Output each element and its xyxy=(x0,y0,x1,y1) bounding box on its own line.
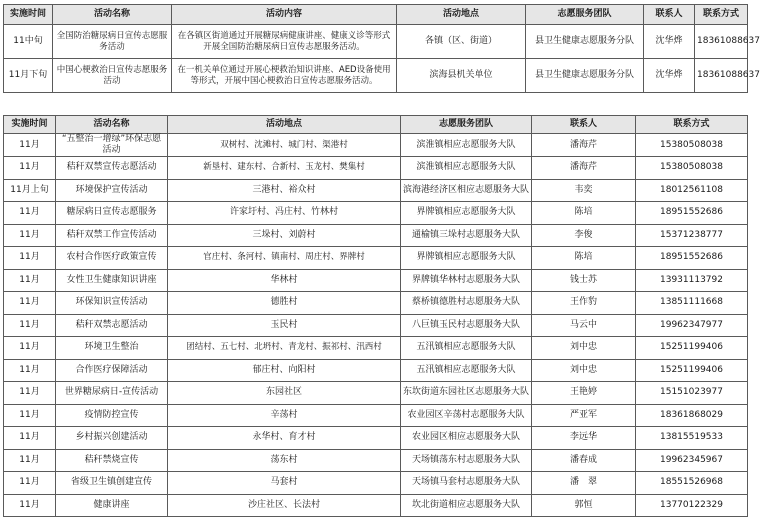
table-cell: 11月 xyxy=(4,269,56,292)
table-cell: 官庄村、条河村、镇南村、周庄村、界牌村 xyxy=(168,247,401,270)
table-row xyxy=(4,134,748,157)
table-cell: 陈培 xyxy=(532,247,636,270)
table-cell: 东园社区 xyxy=(168,382,401,405)
column-header: 志愿服务团队 xyxy=(401,116,532,134)
table-cell: 许家圩村、冯庄村、竹林村 xyxy=(168,202,401,225)
table-cell: 潘海芹 xyxy=(532,157,636,180)
table-cell: 界牌镇相应志愿服务大队 xyxy=(401,202,532,225)
table-cell: 郭恒 xyxy=(532,494,636,517)
table-header-row xyxy=(4,5,748,25)
table-row xyxy=(4,404,748,427)
table-cell: 刘中忠 xyxy=(532,337,636,360)
table-row xyxy=(4,427,748,450)
table-cell: 农业园区相应志愿服务大队 xyxy=(401,427,532,450)
table-cell: 11月下旬 xyxy=(4,59,53,93)
table-cell: 坎北街道相应志愿服务大队 xyxy=(401,494,532,517)
table-cell: 全国防治糖尿病日宣传志愿服务活动 xyxy=(53,25,172,59)
table-row xyxy=(4,224,748,247)
table-cell: 德胜村 xyxy=(168,292,401,315)
table-cell: 五汛镇相应志愿服务大队 xyxy=(401,337,532,360)
table-cell: 11月 xyxy=(4,472,56,495)
table-cell: 18951552686 xyxy=(636,202,748,225)
table-cell: 15371238777 xyxy=(636,224,748,247)
column-header: 活动内容 xyxy=(172,5,397,25)
table-cell: 19962347977 xyxy=(636,314,748,337)
table-cell: 潘海芹 xyxy=(532,134,636,157)
table-cell: 环境保护宣传活动 xyxy=(56,179,168,202)
table-cell: 13770122329 xyxy=(636,494,748,517)
table-cell: 八巨镇玉民村志愿服务大队 xyxy=(401,314,532,337)
table-cell: 省级卫生镇创建宣传 xyxy=(56,472,168,495)
table-cell: 钱士苏 xyxy=(532,269,636,292)
table-cell: 县卫生健康志愿服务分队 xyxy=(526,59,644,93)
table-row xyxy=(4,202,748,225)
column-header: 联系方式 xyxy=(695,5,748,25)
table-cell: 秸秆双禁宣传志愿活动 xyxy=(56,157,168,180)
column-header: 联系人 xyxy=(532,116,636,134)
column-header: 志愿服务团队 xyxy=(526,5,644,25)
table-cell: 19962345967 xyxy=(636,449,748,472)
table-cell: 13851111668 xyxy=(636,292,748,315)
table-cell: 王作豹 xyxy=(532,292,636,315)
table-cell: 王艳婷 xyxy=(532,382,636,405)
table-cell: 玉民村 xyxy=(168,314,401,337)
table-cell: 女性卫生健康知识讲座 xyxy=(56,269,168,292)
table-row xyxy=(4,337,748,360)
table-cell: 健康讲座 xyxy=(56,494,168,517)
table-cell: 双树村、沈滩村、城门村、渠港村 xyxy=(168,134,401,157)
table-cell: 15380508038 xyxy=(636,157,748,180)
activity-table-top xyxy=(3,4,760,93)
activity-table-main xyxy=(3,115,748,517)
table-cell: 沈华烨 xyxy=(644,59,695,93)
table-cell: 荡东村 xyxy=(168,449,401,472)
table-cell: 三港村、裕众村 xyxy=(168,179,401,202)
table-row xyxy=(4,179,748,202)
table-cell: 15151023977 xyxy=(636,382,748,405)
column-header: 联系人 xyxy=(644,5,695,25)
table-cell: 11月 xyxy=(4,314,56,337)
table-row xyxy=(4,269,748,292)
table-row xyxy=(4,59,748,93)
table-cell: 潘春成 xyxy=(532,449,636,472)
table-cell: “五整治一增绿”环保志愿活动 xyxy=(56,134,168,157)
table-cell: 滨海县机关单位 xyxy=(397,59,526,93)
table-row xyxy=(4,292,748,315)
table-cell: 辛荡村 xyxy=(168,404,401,427)
table-cell: 秸秆双禁工作宣传活动 xyxy=(56,224,168,247)
table-cell: 11月 xyxy=(4,382,56,405)
table-cell: 18361088637 xyxy=(695,25,748,59)
table-cell: 界牌镇相应志愿服务大队 xyxy=(401,247,532,270)
column-header: 联系方式 xyxy=(636,116,748,134)
column-header: 活动地点 xyxy=(168,116,401,134)
table-cell: 秸秆禁烧宣传 xyxy=(56,449,168,472)
table-cell: 11月 xyxy=(4,449,56,472)
column-header: 活动地点 xyxy=(397,5,526,25)
table-cell: 在一机关单位通过开展心梗救治知识讲座、AED设备使用等形式，开展中国心梗救治日宣传志愿服务活动。 xyxy=(172,59,397,93)
column-header: 活动名称 xyxy=(56,116,168,134)
table-cell: 11月 xyxy=(4,247,56,270)
table-cell: 11月 xyxy=(4,404,56,427)
table-row xyxy=(4,472,748,495)
table-cell: 各镇（区、街道） xyxy=(397,25,526,59)
table-cell: 13815519533 xyxy=(636,427,748,450)
table-cell: 李俊 xyxy=(532,224,636,247)
table-cell: 疫情防控宣传 xyxy=(56,404,168,427)
table-cell: 马套村 xyxy=(168,472,401,495)
table-row xyxy=(4,157,748,180)
table-cell: 李远华 xyxy=(532,427,636,450)
table-cell: 沙庄社区、长法村 xyxy=(168,494,401,517)
table-cell: 18361868029 xyxy=(636,404,748,427)
table-cell: 陈培 xyxy=(532,202,636,225)
table-header-row xyxy=(4,116,748,134)
table-cell: 11月 xyxy=(4,359,56,382)
table-cell: 刘中忠 xyxy=(532,359,636,382)
table-cell: 11月 xyxy=(4,224,56,247)
table-cell: 农业园区辛荡村志愿服务大队 xyxy=(401,404,532,427)
table-cell: 中国心梗救治日宣传志愿服务活动 xyxy=(53,59,172,93)
table-cell: 潘 翠 xyxy=(532,472,636,495)
table-cell: 13931113792 xyxy=(636,269,748,292)
column-header: 实施时间 xyxy=(4,116,56,134)
table-cell: 11月 xyxy=(4,494,56,517)
table-cell: 三垛村、刘蔚村 xyxy=(168,224,401,247)
table-row xyxy=(4,449,748,472)
table-row xyxy=(4,25,748,59)
table-cell: 11月上旬 xyxy=(4,179,56,202)
table-cell: 华林村 xyxy=(168,269,401,292)
table-row xyxy=(4,494,748,517)
table-cell: 11中旬 xyxy=(4,25,53,59)
table-cell: 环境卫生整治 xyxy=(56,337,168,360)
table-cell: 东坎街道东园社区志愿服务大队 xyxy=(401,382,532,405)
table-cell: 11月 xyxy=(4,337,56,360)
table-cell: 滨淮镇相应志愿服务大队 xyxy=(401,157,532,180)
table-cell: 乡村振兴创建活动 xyxy=(56,427,168,450)
table-cell: 沈华烨 xyxy=(644,25,695,59)
table-cell: 天场镇马套村志愿服务大队 xyxy=(401,472,532,495)
table-row xyxy=(4,247,748,270)
table-cell: 11月 xyxy=(4,202,56,225)
table-cell: 滨淮镇相应志愿服务大队 xyxy=(401,134,532,157)
table-cell: 天场镇荡东村志愿服务大队 xyxy=(401,449,532,472)
table-cell: 11月 xyxy=(4,292,56,315)
table-cell: 18551526968 xyxy=(636,472,748,495)
table-cell: 11月 xyxy=(4,134,56,157)
table-cell: 五汛镇相应志愿服务大队 xyxy=(401,359,532,382)
table-cell: 11月 xyxy=(4,157,56,180)
table-cell: 世界糖尿病日-宣传活动 xyxy=(56,382,168,405)
table-row xyxy=(4,314,748,337)
column-header: 实施时间 xyxy=(4,5,53,25)
table-cell: 环保知识宣传活动 xyxy=(56,292,168,315)
table-cell: 郁庄村、向阳村 xyxy=(168,359,401,382)
table-cell: 15380508038 xyxy=(636,134,748,157)
table-row xyxy=(4,382,748,405)
table-cell: 18361088637 xyxy=(695,59,748,93)
table-cell: 团结村、五七村、北坍村、青龙村、振祁村、汛西村 xyxy=(168,337,401,360)
table-cell: 通榆镇三垛村志愿服务大队 xyxy=(401,224,532,247)
table-cell: 永华村、育才村 xyxy=(168,427,401,450)
table-cell: 蔡桥镇德胜村志愿服务大队 xyxy=(401,292,532,315)
table-cell: 秸秆双禁志愿活动 xyxy=(56,314,168,337)
table-cell: 糖尿病日宣传志愿服务 xyxy=(56,202,168,225)
table-cell: 15251199406 xyxy=(636,337,748,360)
table-cell: 韦奕 xyxy=(532,179,636,202)
table-cell: 严亚军 xyxy=(532,404,636,427)
table-row xyxy=(4,359,748,382)
table-cell: 18951552686 xyxy=(636,247,748,270)
table-cell: 合作医疗保障活动 xyxy=(56,359,168,382)
table-cell: 县卫生健康志愿服务分队 xyxy=(526,25,644,59)
table-cell: 马云中 xyxy=(532,314,636,337)
table-cell: 15251199406 xyxy=(636,359,748,382)
table-cell: 18012561108 xyxy=(636,179,748,202)
table-cell: 在各镇区街道通过开展糖尿病健康讲座、健康义诊等形式开展全国防治糖尿病日宣传志愿服务活动。 xyxy=(172,25,397,59)
table-cell: 界牌镇华林村志愿服务大队 xyxy=(401,269,532,292)
table-cell: 农村合作医疗政策宣传 xyxy=(56,247,168,270)
table-cell: 滨海港经济区相应志愿服务大队 xyxy=(401,179,532,202)
table-cell: 新垦村、建东村、合新村、玉龙村、樊集村 xyxy=(168,157,401,180)
column-header: 活动名称 xyxy=(53,5,172,25)
table-cell: 11月 xyxy=(4,427,56,450)
